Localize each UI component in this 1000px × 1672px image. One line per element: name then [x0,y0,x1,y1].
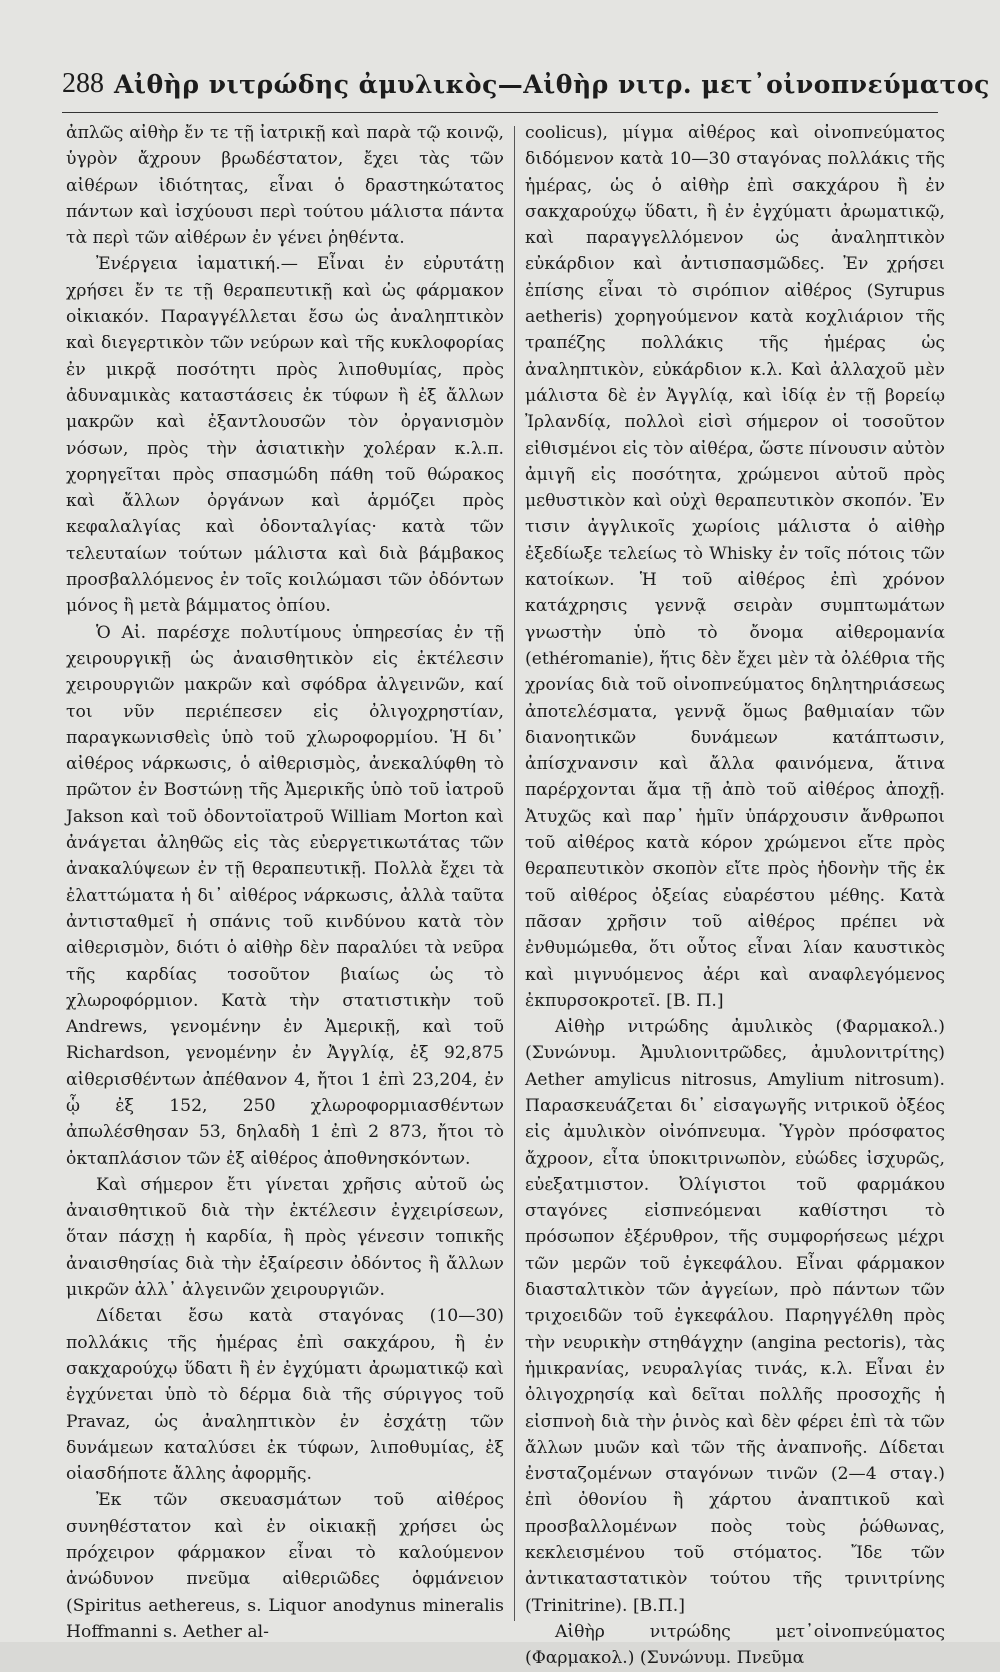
right-column [525,120,945,1669]
page-header [62,60,990,108]
page-number: 288 [62,68,104,99]
left-column [66,120,504,1642]
paragraph: Ὁ Αἰ. παρέσχε πολυτίμους ὑπηρεσίας ἐν τῇ χειρουργικῇ ὡς ἀναισθητικὸν εἰς ἐκτέλεσιν χειρουργιῶν μακρῶν καὶ σφόδρα ἀλγεινῶν, καί τοι νῦν περιέπεσεν εἰς ὀλιγοχρηστίαν, παραγκωνισθεὶς ὑπὸ τοῦ χλωροφορμίου. Ἡ δι᾽ αἰθέρος νάρκωσις, ὁ αἰθερισμὸς, ἀνεκαλύφθη τὸ πρῶτον ἐν Βοστώνῃ τῆς Ἀμερικῆς ὑπὸ τοῦ ἰατροῦ Jakson καὶ τοῦ ὀδοντοϊατροῦ William Morton καὶ ἀνάγεται ἀληθῶς εἰς τὰς εὐεργετικωτάτας τῶν ἀνακαλύψεων ἐν τῇ θεραπευτικῇ. Πολλὰ ἔχει τὰ ἐλαττώματα ἡ δι᾽ αἰθέρος νάρκωσις, ἀλλὰ ταῦτα ἀντισταθμεῖ ἡ σπάνις τοῦ κινδύνου κατὰ τὸν αἰθερισμὸν, διότι ὁ αἰθὴρ δὲν παραλύει τὰ νεῦρα τῆς καρδίας τοσοῦτον βιαίως ὡς τὸ χλωροφόρμιον. Κατὰ τὴν στατιστικὴν τοῦ Andrews, γενομένην ἐν Ἀμερικῇ, καὶ τοῦ Richardson, γενομένην ἐν Ἀγγλίᾳ, ἐξ 92,875 αἰθερισθέντων ἀπέθανον 4, ἤτοι 1 ἐπὶ 23,204, ἐν ᾧ ἐξ 152, 250 χλωροφορμιασθέντων ἀπωλέσθησαν 53, δηλαδὴ 1 ἐπὶ 2 873, ἤτοι τὸ ὀκταπλάσιον τῶν ἐξ αἰθέρος ἀποθνησκόντων. [66,622,504,1169]
paragraph: ἀπλῶς αἰθὴρ ἔν τε τῇ ἰατρικῇ καὶ παρὰ τῷ κοινῷ, ὑγρὸν ἄχρουν βρωδέστατον, ἔχει τὰς τῶν αἰθέρων ἰδιότητας, εἶναι ὁ δραστηκώτατος πάντων καὶ ἰσχύουσι περὶ τούτου μάλιστα πάντα τὰ περὶ τῶν αἰθέρων ἐν γένει ῥηθέντα. [66,123,504,249]
paragraph: Ἐκ τῶν σκευασμάτων τοῦ αἰθέρος συνηθέστατον καὶ ἐν οἰκιακῇ χρήσει ὡς πρόχειρον φάρμακον εἶναι τὸ καλούμενον ἀνώδυνον πνεῦμα αἰθεριῶδες ὁφμάνειον (Spiritus aethereus, s. Liquor anodynus mineralis Hoffmanni s. Aether al- [66,1490,504,1642]
column-divider [514,126,515,1621]
entry-paragraph: Αἰθὴρ νιτρώδης μετ᾽οἰνοπνεύματος (Φαρμακολ.) (Συνώνυμ. Πνεῦμα [525,1621,945,1669]
entry-paragraph: Αἰθὴρ νιτρώδης ἀμυλικὸς (Φαρμακολ.) (Συνώνυμ. Ἀμυλιονιτρῶδες, ἀμυλονιτρίτης) Aether amylicus nitrosus, Amylium nitrosum). Παρασκευάζεται δι᾽ εἰσαγωγῆς νιτρικοῦ ὀξέος εἰς ἀμυλικὸν οἰνόπνευμα. Ὑγρὸν πρόσφατος ἄχροον, εἶτα ὑποκιτρινωπὸν, εὐώδες ἰσχυρῶς, εὐεξατμιστον. Ὀλίγιστοι τοῦ φαρμάκου σταγόνες εἰσπνεόμεναι καθίστησι τὸ πρόσωπον ἐξέρυθρον, τῆς συμφορήσεως μέχρι τῶν μερῶν τοῦ ἐγκεφάλου. Εἶναι φάρμακον διασταλτικὸν τῶν ἀγγείων, πρὸ πάντων τῶν τριχοειδῶν τοῦ ἐγκεφάλου. Παρηγγέλθη πρὸς τὴν νευρικὴν στηθάγχην (angina pectoris), τὰς ἡμικρανίας, νευραλγίας τινάς, κ.λ. Εἶναι ἐν ὀλιγοχρησίᾳ καὶ δεῖται πολλῆς προσοχῆς ἡ εἰσπνοὴ διὰ τὴν ῥινὸς καὶ δὲν φέρει ἐπὶ τὰ τῶν ἄλλων μυῶν καὶ τῶν τῆς ἀναπνοῆς. Δίδεται ἐνσταζομένων σταγόνων τινῶν (2—4 σταγ.) ἐπὶ ὀθονίου ἢ χάρτου ἀναπτικοῦ καὶ προσβαλλομένων ποὸς τοὺς ῥώθωνας, κεκλεισμένου τοῦ στόματος. Ἴδε τῶν ἀντικαταστατικὸν τούτου τῆς τρινιτρίνης (Trinitrine). [Β.Π.] [525,1017,945,1616]
paragraph: Καὶ σήμερον ἔτι γίνεται χρῆσις αὐτοῦ ὡς ἀναισθητικοῦ διὰ τὴν ἐκτέλεσιν ἐγχειρίσεων, ὅταν πάσχῃ ἡ καρδία, ἢ πρὸς γένεσιν τοπικῆς ἀναισθησίας διὰ τὴν ἐξαίρεσιν ὀδόντος ἢ ἄλλων μικρῶν ἀλλ᾽ ἀλγεινῶν χειρουργιῶν. [66,1174,504,1301]
paragraph: Ἐνέργεια ἰαματική.— Εἶναι ἐν εὐρυτάτῃ χρήσει ἔν τε τῇ θεραπευτικῇ καὶ ὡς φάρμακον οἰκιακόν. Παραγγέλλεται ἔσω ὡς ἀναληπτικὸν καὶ διεγερτικὸν τῶν νεύρων καὶ τῆς κυκλοφορίας ἐν μικρᾷ ποσότητι πρὸς λιποθυμίας, πρὸς ἀδυναμικὰς καταστάσεις ἐκ τύφων ἢ ἐξ ἄλλων μακρῶν καὶ ἐξαντλουσῶν τὸν ὀργανισμὸν νόσων, πρὸς τὴν ἀσιατικὴν χολέραν κ.λ.π. χορηγεῖται πρὸς σπασμώδη πάθη τοῦ θώρακος καὶ ἄλλων ὀργάνων καὶ ἁρμόζει πρὸς κεφαλαλγίας καὶ ὀδονταλγίας· κατὰ τῶν τελευταίων τούτων μάλιστα καὶ διὰ βάμβακος προσβαλλόμενος ἐν τοῖς κοιλώμασι τῶν ὀδόντων μόνος ἢ μετὰ βάμματος ὀπίου. [66,254,504,617]
paragraph: Δίδεται ἔσω κατὰ σταγόνας (10—30) πολλάκις τῆς ἡμέρας ἐπὶ σακχάρου, ἢ ἐν σακχαρούχῳ ὕδατι ἢ ἐν ἐγχύματι ἀρωματικῷ καὶ ἐγχύνεται ὑπὸ τὸ δέρμα διὰ τῆς σύριγγος τοῦ Pravaz, ὡς ἀναληπτικὸν ἐν ἐσχάτῃ τῶν δυνάμεων καταλύσει ἐκ τύφων, λιποθυμίας, ἐξ οἱασδήποτε ἄλλης ἀφορμῆς. [66,1306,504,1485]
running-head: Αἰθὴρ νιτρώδης ἀμυλικὸς—Αἰθὴρ νιτρ. μετ᾽οἰνοπνεύματος [114,69,990,99]
paragraph: coolicus), μίγμα αἰθέρος καὶ οἰνοπνεύματος διδόμενον κατὰ 10—30 σταγόνας πολλάκις τῆς ἡμέρας, ὡς ὁ αἰθὴρ ἐπὶ σακχάρου ἢ ἐν σακχαρούχῳ ὕδατι, ἢ ἐν ἐγχύματι ἀρωματικῷ, καὶ παραγγελλόμενον ὡς ἀναληπτικὸν εὐκάρδιον καὶ ἀντισπασμῶδες. Ἐν χρήσει ἐπίσης εἶναι τὸ σιρόπιον αἰθέρος (Syrupus aetheris) χορηγούμενον κατὰ κοχλιάριον τῆς τραπέζης πολλάκις τῆς ἡμέρας ὡς ἀναληπτικὸν, εὐκάρδιον κ.λ. Καὶ ἀλλαχοῦ μὲν μάλιστα δὲ ἐν Ἀγγλίᾳ, καὶ ἰδίᾳ ἐν τῇ βορείῳ Ἰρλανδίᾳ, πολλοὶ εἰσὶ σήμερον οἱ τοσοῦτον εἰθισμένοι εἰς τὸν αἰθέρα, ὥστε πίνουσιν αὐτὸν ἀμιγῆ εἰς ποσότητα, χρώμενοι αὐτοῦ πρὸς μεθυστικὸν καὶ οὐχὶ θεραπευτικὸν σκοπόν. Ἐν τισιν ἀγγλικοῖς χωρίοις μάλιστα ὁ αἰθὴρ ἐξεδίωξε τελείως τὸ Whisky ἐν τοῖς πότοις τῶν κατοίκων. Ἡ τοῦ αἰθέρος ἐπὶ χρόνον κατάχρησις γεννᾷ σειρὰν συμπτωμάτων γνωστὴν ὑπὸ τὸ ὄνομα αἰθερομανία (ethéromanie), ἥτις δὲν ἔχει μὲν τὰ ὀλέθρια τῆς χρονίας διὰ τοῦ οἰνοπνεύματος δηλητηριάσεως ἀποτελέσματα, γεννᾷ ὅμως βαθμιαίαν τῶν διανοητικῶν δυνάμεων κατάπτωσιν, ἀπίσχνανσιν καὶ ἄλλα φαινόμενα, ἅτινα παρέρχονται ἅμα τῇ ἀπὸ τοῦ αἰθέρος ἀποχῇ. Ἀτυχῶς καὶ παρ᾽ ἡμῖν ὑπάρχουσιν ἄνθρωποι τοῦ αἰθέρος κατὰ κόρον χρώμενοι εἴτε πρὸς θεραπευτικὸν σκοπὸν εἴτε πρὸς ἡδονὴν τῆς ἐκ τοῦ αἰθέρος ὀξείας εὐαρέστου μέθης. Κατὰ πᾶσαν χρῆσιν τοῦ αἰθέρος πρέπει νὰ ἐνθυμώμεθα, ὅτι οὗτος εἶναι λίαν καυστικὸς καὶ μιγνυόμενος ἀέρι καὶ αναφλεγόμενος ἐκπυρσοκροτεῖ. [Β. Π.] [525,123,945,1011]
header-rule [62,112,938,113]
